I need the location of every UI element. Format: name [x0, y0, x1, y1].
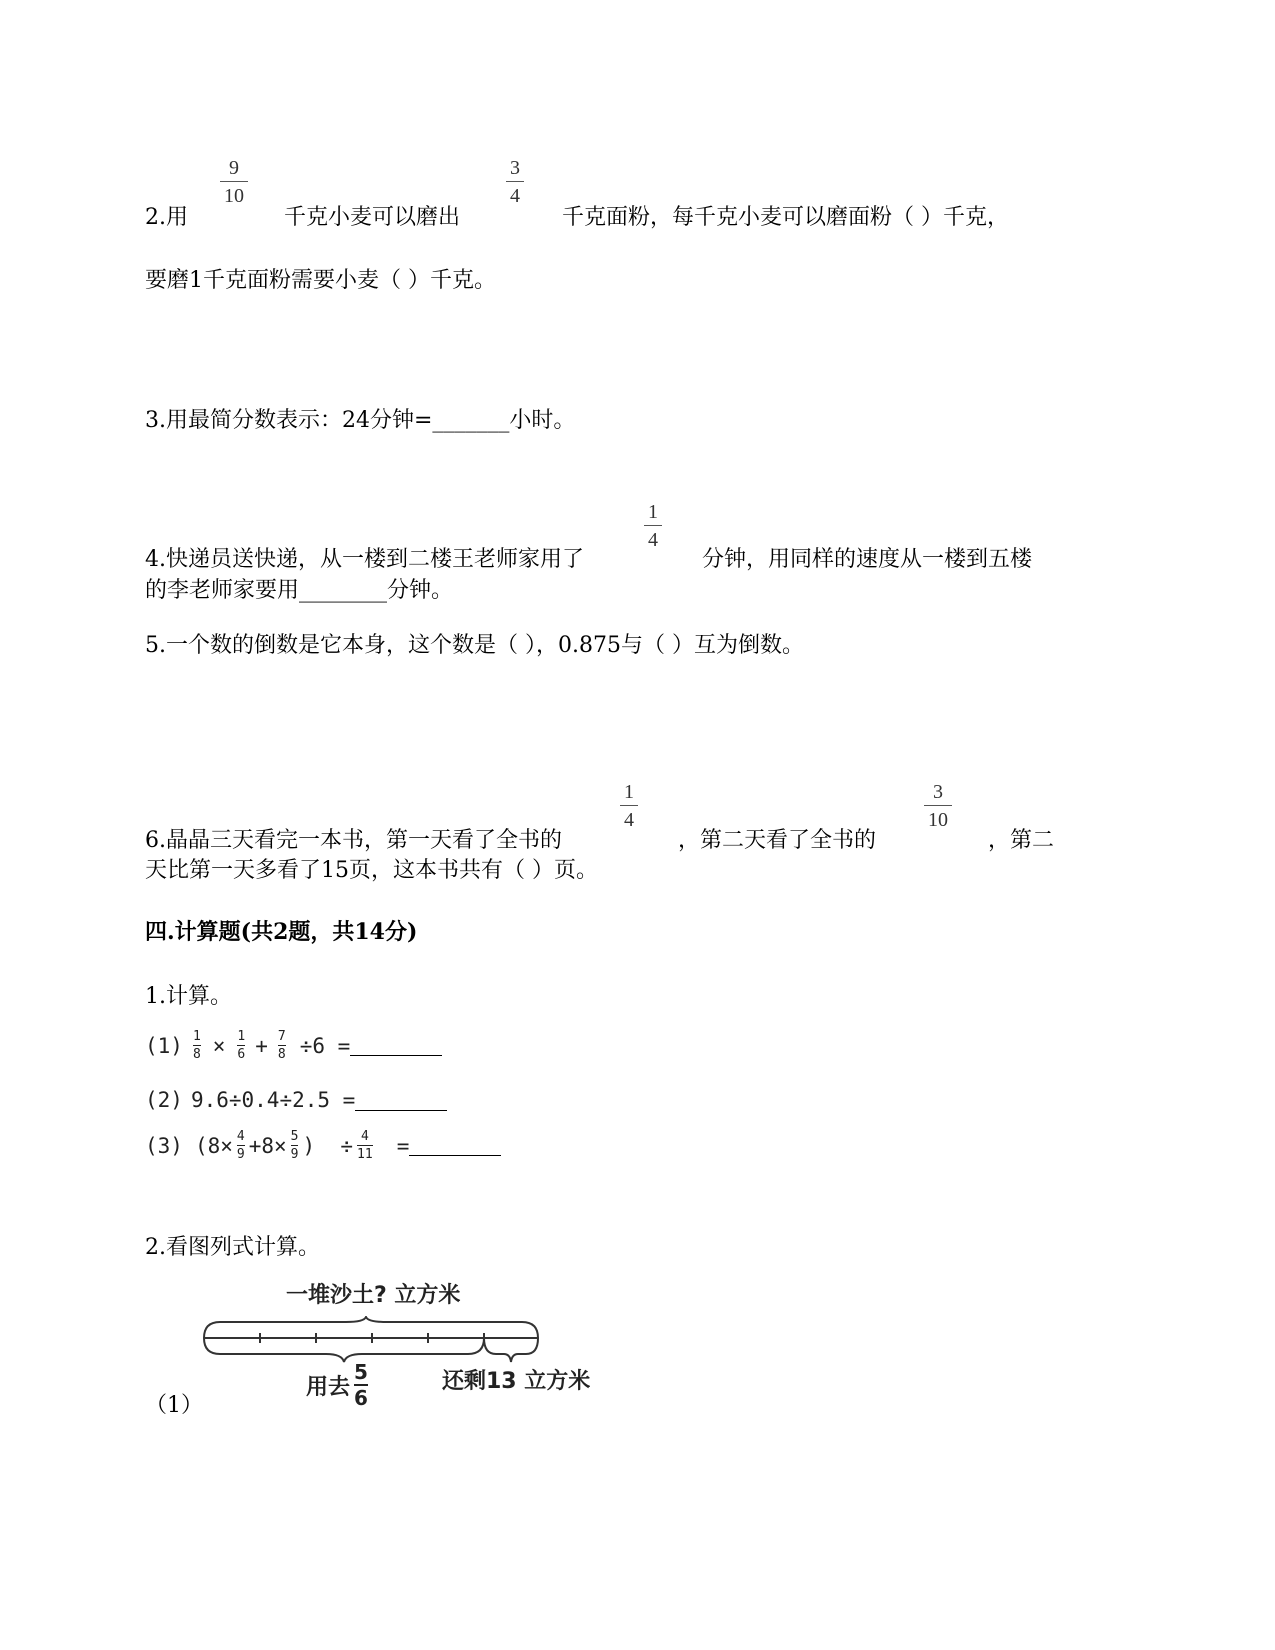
multiply-operator: × — [212, 1033, 226, 1058]
q6-suffix: ，第二 — [988, 828, 1055, 853]
fraction-bar — [278, 1045, 286, 1046]
denominator: 6 — [237, 1047, 246, 1062]
denominator: 8 — [277, 1047, 286, 1062]
q4-suffix: 分钟，用同样的速度从一楼到五楼 — [702, 547, 1033, 572]
q4-frac-denominator: 4 — [648, 529, 658, 551]
used-brace — [204, 1338, 484, 1362]
fraction-bar — [644, 525, 662, 526]
fraction-bar — [237, 1145, 245, 1146]
q2-fraction-9-10 — [220, 158, 248, 206]
fraction-7-8 — [278, 1030, 286, 1061]
fraction-1-6 — [237, 1030, 245, 1061]
q6-fraction-3-10 — [924, 782, 952, 830]
denominator: 9 — [290, 1147, 299, 1162]
diagram-used-label — [306, 1362, 372, 1408]
fraction-bar — [237, 1045, 245, 1046]
denominator: 6 — [354, 1386, 368, 1410]
fraction-5-9 — [291, 1130, 299, 1161]
q6-frac1-numerator: 1 — [624, 781, 634, 803]
fraction-bar — [291, 1145, 299, 1146]
fraction-bar — [220, 181, 248, 182]
q4-prefix: 4.快递员送快递，从一楼到二楼王老师家用了 — [145, 547, 584, 572]
fraction-bar — [620, 805, 638, 806]
numerator: 5 — [290, 1129, 299, 1144]
diagram-remain-label: 还剩13 立方米 — [442, 1369, 591, 1394]
calc-2-item-label: （1） — [145, 1393, 203, 1418]
q6-frac2-denominator: 10 — [928, 809, 948, 831]
fraction-1-8 — [193, 1030, 201, 1061]
fraction-5-6 — [354, 1362, 368, 1408]
expression-close: ) ÷ — [302, 1133, 354, 1158]
expression-open: (8× — [194, 1133, 233, 1158]
q6-fraction-1-4 — [620, 782, 638, 830]
q4-fraction-1-4 — [644, 502, 662, 550]
answer-blank — [355, 1090, 447, 1111]
q2-prefix: 2.用 — [145, 205, 188, 230]
calc-1-item-1 — [145, 1030, 442, 1061]
numerator: 1 — [192, 1029, 201, 1044]
numerator: 4 — [236, 1129, 245, 1144]
q2-frac2-numerator: 3 — [510, 157, 520, 179]
answer-blank — [350, 1035, 442, 1056]
denominator: 9 — [236, 1147, 245, 1162]
section-heading-calculation: 四.计算题(共2题，共14分) — [145, 919, 418, 945]
numerator: 7 — [277, 1029, 286, 1044]
expression-tail: ÷6 = — [299, 1033, 351, 1058]
q2-middle-text: 千克小麦可以磨出 — [284, 205, 461, 230]
numerator: 4 — [360, 1129, 369, 1144]
q6-middle-text: ，第二天看了全书的 — [678, 828, 877, 853]
item-label: (2) — [145, 1088, 183, 1112]
denominator: 8 — [192, 1047, 201, 1062]
item-label: (3) — [145, 1133, 183, 1158]
q4-line-2: 的李老师家要用________分钟。 — [145, 578, 454, 603]
fraction-bar — [357, 1145, 373, 1146]
question-5: 5.一个数的倒数是它本身，这个数是（ ），0.875与（ ）互为倒数。 — [145, 633, 804, 658]
fraction-bar — [924, 805, 952, 806]
item-label: (1) — [145, 1033, 183, 1058]
remain-brace — [484, 1338, 538, 1362]
denominator: 11 — [357, 1147, 373, 1162]
q6-line-2: 天比第一天多看了15页，这本书共有（ ）页。 — [145, 858, 598, 883]
q2-frac1-denominator: 10 — [224, 185, 244, 207]
expression: 9.6÷0.4÷2.5 = — [190, 1088, 356, 1112]
answer-blank — [409, 1135, 501, 1156]
fraction-bar — [506, 181, 524, 182]
numerator: 5 — [354, 1360, 368, 1384]
question-3: 3.用最简分数表示：24分钟=_______小时。 — [145, 408, 576, 433]
used-prefix: 用去 — [306, 1374, 351, 1400]
q2-fraction-3-4 — [506, 158, 524, 206]
q6-frac1-denominator: 4 — [624, 809, 634, 831]
fraction-4-11 — [357, 1130, 373, 1161]
calc-1-item-3 — [145, 1130, 501, 1161]
calc-1-title: 1.计算。 — [145, 984, 232, 1009]
calc-1-item-2 — [145, 1088, 447, 1112]
fraction-bar — [193, 1045, 201, 1046]
q6-frac2-numerator: 3 — [933, 781, 943, 803]
q2-line-2: 要磨1千克面粉需要小麦（ ）千克。 — [145, 268, 496, 293]
calc-2-title: 2.看图列式计算。 — [145, 1235, 320, 1260]
expression-mid: +8× — [248, 1133, 287, 1158]
q2-suffix: 千克面粉，每千克小麦可以磨面粉（ ）千克， — [562, 205, 1009, 230]
q2-frac2-denominator: 4 — [510, 185, 520, 207]
fraction-4-9 — [237, 1130, 245, 1161]
numerator: 1 — [237, 1029, 246, 1044]
q6-prefix: 6.晶晶三天看完一本书，第一天看了全书的 — [145, 828, 562, 853]
brace-line-svg — [196, 1316, 546, 1366]
q2-frac1-numerator: 9 — [229, 157, 239, 179]
q4-frac-numerator: 1 — [648, 501, 658, 523]
equals-sign: = — [396, 1133, 410, 1158]
plus-operator: + — [255, 1033, 268, 1058]
diagram-total-label: 一堆沙土? 立方米 — [286, 1283, 461, 1308]
